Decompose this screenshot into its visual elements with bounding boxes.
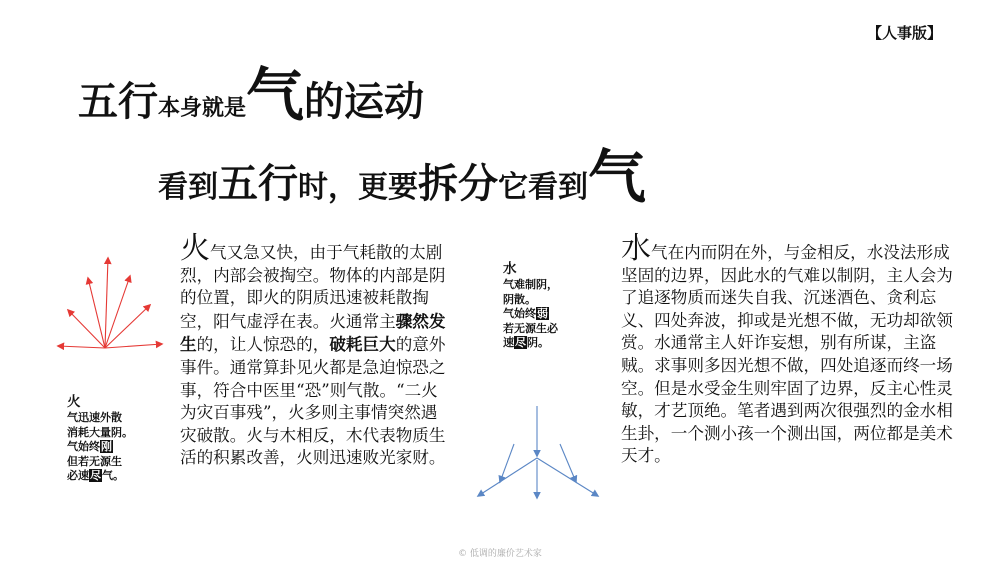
fire-arrow-up-right [105, 276, 130, 348]
fire-arrow-left-up [68, 310, 105, 348]
fire-side-inverted-char-1: 刚 [101, 440, 112, 453]
fire-side-line-5: 必速尽气。 [67, 469, 124, 482]
title2-split: 拆分 [418, 160, 498, 207]
fire-radiating-arrows [50, 250, 180, 360]
fire-side-inverted-char-2: 尽 [90, 469, 101, 482]
title-motion: 的运动 [304, 78, 425, 125]
fire-para-bold-1: 骤然发生 [180, 310, 446, 355]
title-qi: 气 [246, 61, 305, 129]
fire-side-note [67, 393, 177, 484]
fire-para-initial: 火 [180, 231, 210, 266]
title2-wuxing: 五行 [218, 160, 298, 207]
title-line-1 [78, 48, 424, 128]
fire-side-heading: 火 [67, 394, 81, 410]
water-converging-arrows [470, 400, 610, 505]
title2-see: 看到 [158, 170, 218, 205]
water-side-line-1: 气难制阴， [503, 278, 558, 291]
fire-arrow-up-left [88, 278, 105, 348]
title2-qi: 气 [588, 143, 647, 211]
water-side-inverted-char-1: 弱 [537, 307, 548, 320]
edition-badge: 【人事版】 [866, 24, 942, 42]
water-side-line-2: 阴散。 [503, 292, 536, 306]
fire-arrow-right-up [105, 305, 150, 348]
fire-side-line-4: 但若无源生 [67, 454, 122, 468]
fire-arrow-up [105, 258, 108, 348]
water-para-initial: 水 [621, 231, 651, 266]
fire-arrow-right [105, 344, 162, 348]
water-arrow-left [478, 458, 537, 496]
water-side-heading: 水 [503, 261, 517, 277]
water-arrow-inner-right [560, 444, 576, 482]
water-side-note [503, 260, 593, 351]
water-arrow-inner-left [500, 444, 514, 482]
water-side-line-3: 气始终弱 [503, 307, 548, 320]
fire-side-line-1: 气迅速外散 [67, 411, 122, 424]
fire-para-bold-2: 破耗巨大 [329, 334, 396, 355]
title2-more: 更要 [358, 170, 418, 205]
fire-arrow-left [58, 346, 105, 348]
fire-side-line-2: 消耗大量阴。 [67, 425, 133, 439]
footer-watermark: © 低调的廉价艺术家 [458, 549, 542, 559]
water-arrow-right [537, 458, 598, 496]
title-connector: 本身就是 [158, 95, 247, 121]
title2-its: 它看到 [498, 170, 588, 205]
title-line-2 [158, 130, 647, 211]
fire-paragraph: 火气又急又快，由于气耗散的太剧烈，内部会被掏空。物体的内部是阴的位置，即火的阴质迅速被耗散掏空，阳气虚浮在表。火通常主骤然发生的，让人惊恐的，破耗巨大的意外事件。通常算卦见火都是急迫惊恐之事，符合中医里“恐”则气散。“二火为灾百事残”，火多则主事情突然遇灾破散。火与木相反，木代表物质生活的积累改善，火则迅速败光家财。 [180, 231, 446, 468]
water-side-inverted-char-2: 尽 [515, 336, 526, 349]
water-side-line-4: 若无源生必 [503, 321, 558, 335]
water-paragraph: 水气在内而阴在外，与金相反，水没法形成坚固的边界，因此水的气难以制阴，主人会为了追逐物质而迷失自我、沉迷酒色、贪利忘义、四处奔波，抑或是光想不做，无功却欲领赏。水通常主人奸诈妄想，别有所谋，主盗贼。求事则多因光想不做，四处追逐而终一场空。但是水受金生则牢固了边界，反主心性灵敏，才艺顶绝。笔者遇到两次很强烈的金水相生卦，一个测小孩一个测出国，两位都是美术天才。 [621, 231, 953, 466]
fire-side-line-3: 气始终刚 [67, 440, 112, 453]
title2-when: 时， [298, 170, 358, 205]
water-side-line-5: 速尽阴。 [503, 336, 549, 349]
title-wuxing: 五行 [78, 78, 158, 125]
